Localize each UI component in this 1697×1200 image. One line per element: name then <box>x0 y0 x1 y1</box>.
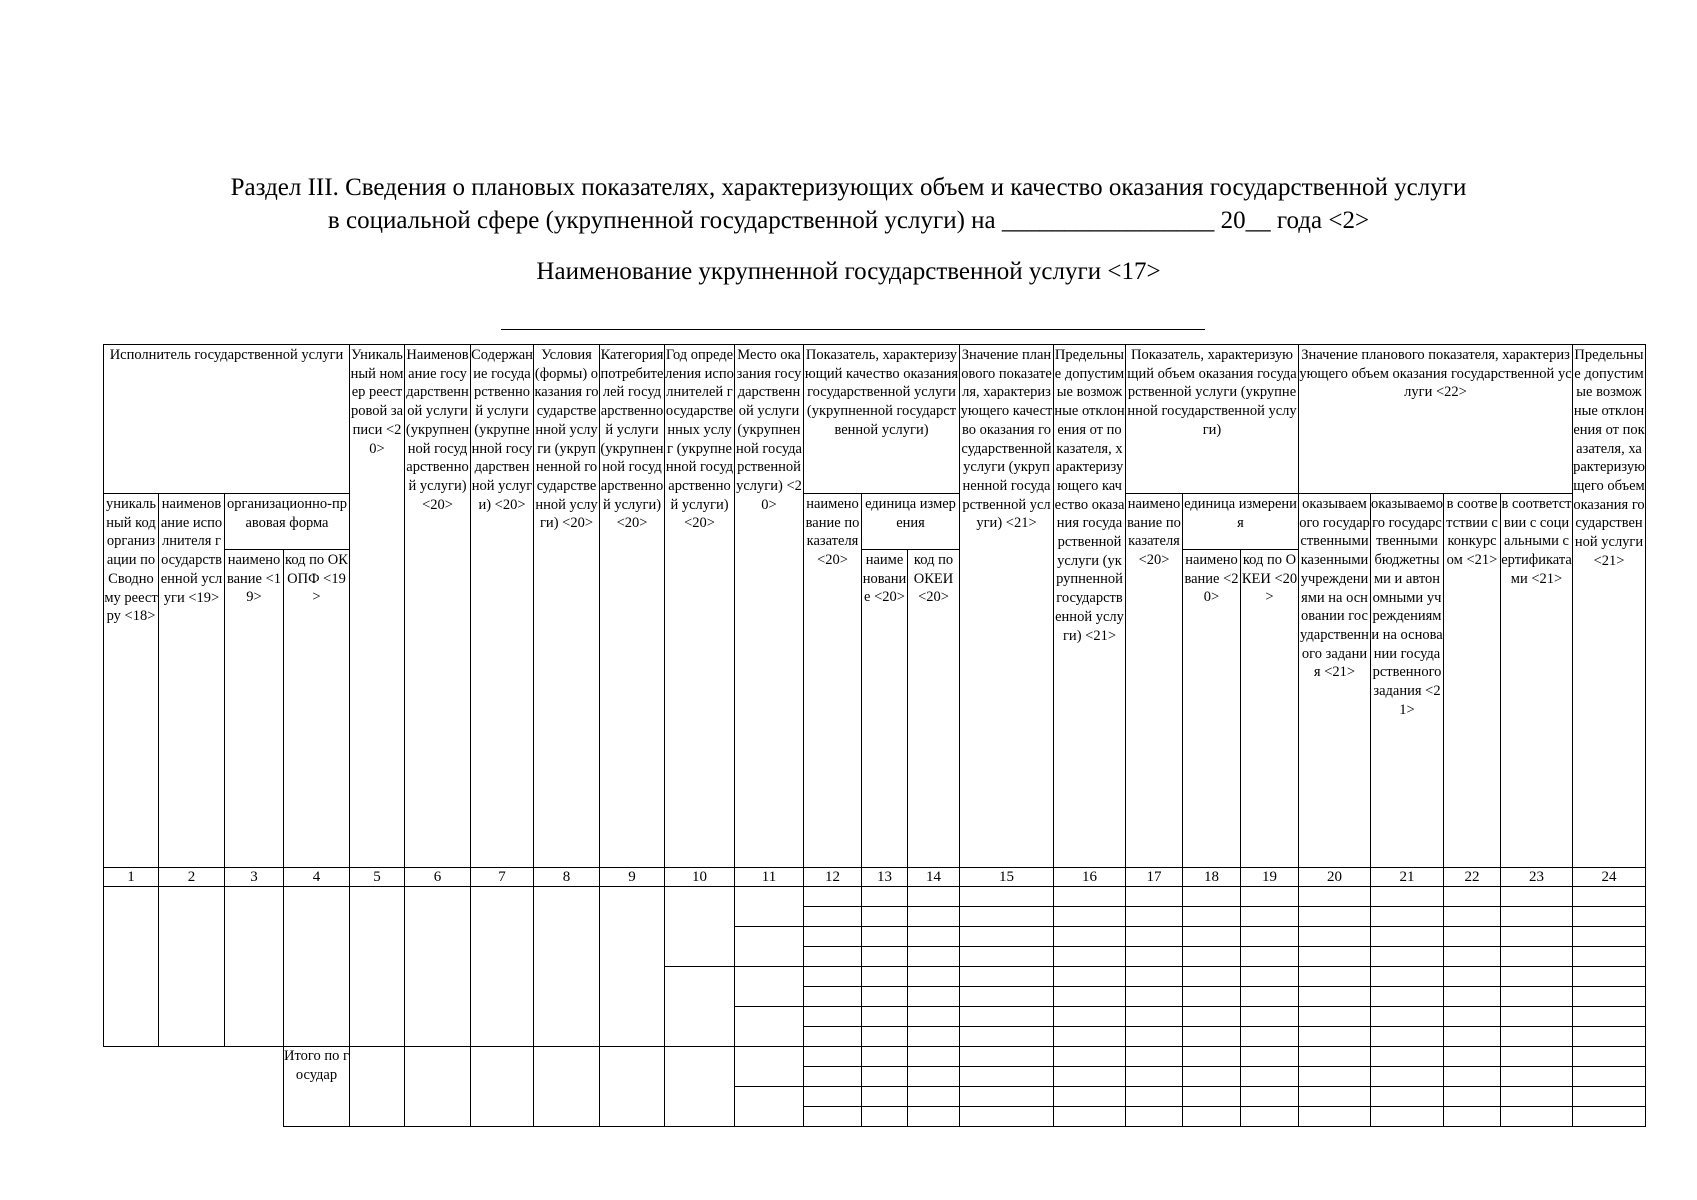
data-cell[interactable] <box>1054 887 1126 907</box>
data-cell[interactable] <box>908 1007 960 1027</box>
total-cell[interactable] <box>1573 1047 1646 1067</box>
data-cell[interactable] <box>1299 987 1371 1007</box>
total-cell[interactable] <box>1183 1047 1241 1067</box>
data-cell[interactable] <box>1054 907 1126 927</box>
data-cell[interactable] <box>1444 967 1501 987</box>
column-number: 13 <box>862 868 908 887</box>
data-cell[interactable] <box>960 967 1054 987</box>
section-title-line-1: Раздел III. Сведения о плановых показателях, характеризующих объем и качество оказания государственной услуги <box>230 174 1467 201</box>
data-cell[interactable] <box>960 947 1054 967</box>
column-number: 7 <box>471 868 534 887</box>
total-cell[interactable] <box>960 1087 1054 1107</box>
data-cell[interactable] <box>1183 907 1241 927</box>
total-cell[interactable] <box>1054 1087 1126 1107</box>
data-cell[interactable] <box>1444 1007 1501 1027</box>
data-cell[interactable] <box>1501 907 1573 927</box>
data-cell[interactable] <box>1501 987 1573 1007</box>
total-cell[interactable] <box>405 1047 471 1127</box>
section-title-line-2: в социальной сфере (укрупненной государственной услуги) на _________________ 20__ года <2> <box>327 207 1370 234</box>
service-name-underline <box>501 329 1205 330</box>
data-cell[interactable] <box>1126 987 1183 1007</box>
total-cell[interactable] <box>1371 1107 1444 1127</box>
data-cell[interactable] <box>1241 987 1299 1007</box>
total-cell[interactable] <box>908 1047 960 1067</box>
header-selection-year: Год определения исполнителей государственных услуг (укрупненной государственной услуги) <20> <box>665 345 735 868</box>
total-cell[interactable] <box>350 1047 405 1127</box>
data-cell[interactable] <box>804 1007 862 1027</box>
data-cell[interactable] <box>1371 1027 1444 1047</box>
data-cell[interactable] <box>908 907 960 927</box>
data-cell[interactable] <box>1573 987 1646 1007</box>
header-by-kazennye: оказываемого государственными казенными учреждениями на основании государственного задания <21> <box>1299 494 1371 868</box>
total-cell[interactable] <box>735 1087 804 1127</box>
total-cell[interactable] <box>1371 1047 1444 1067</box>
header-registry-number: Уникальный номер реестровой записи <20> <box>350 345 405 868</box>
column-number: 14 <box>908 868 960 887</box>
total-cell[interactable] <box>1573 1067 1646 1087</box>
data-cell[interactable] <box>960 1007 1054 1027</box>
total-cell[interactable] <box>862 1067 908 1087</box>
total-cell[interactable] <box>1241 1047 1299 1067</box>
data-cell[interactable] <box>960 1027 1054 1047</box>
data-cell[interactable] <box>1299 887 1371 907</box>
column-number: 1 <box>104 868 159 887</box>
header-by-budget-auto: оказываемого государственными бюджетными и автономными учреждениями на основании государственного задания <21> <box>1371 494 1444 868</box>
data-cell[interactable] <box>1573 947 1646 967</box>
data-cell[interactable] <box>1241 907 1299 927</box>
header-performer-name: наименование исполнителя государственной услуги <19> <box>159 494 225 868</box>
data-cell[interactable] <box>1054 1027 1126 1047</box>
column-number: 8 <box>534 868 600 887</box>
data-cell[interactable] <box>960 927 1054 947</box>
total-cell[interactable] <box>1126 1087 1183 1107</box>
data-cell[interactable] <box>1183 927 1241 947</box>
data-cell[interactable] <box>1444 947 1501 967</box>
total-cell[interactable] <box>1573 1107 1646 1127</box>
data-cell[interactable] <box>1573 887 1646 907</box>
header-volume-indicator: Показатель, характеризующий объем оказания государственной услуги (укрупненной государственной услуги) <box>1126 345 1299 494</box>
total-cell[interactable] <box>960 1067 1054 1087</box>
total-cell[interactable] <box>1299 1107 1371 1127</box>
total-cell[interactable] <box>804 1087 862 1107</box>
total-cell[interactable] <box>1054 1067 1126 1087</box>
data-cell[interactable] <box>735 927 804 967</box>
data-cell[interactable] <box>1444 927 1501 947</box>
data-cell[interactable] <box>1371 1007 1444 1027</box>
data-cell[interactable] <box>1299 967 1371 987</box>
data-cell[interactable] <box>960 987 1054 1007</box>
data-cell[interactable] <box>908 1027 960 1047</box>
data-cell[interactable] <box>862 947 908 967</box>
header-by-certificates: в соответствии с социальными сертификатами <21> <box>1501 494 1573 868</box>
header-by-contest: в соответствии с конкурсом <21> <box>1444 494 1501 868</box>
total-cell[interactable] <box>1241 1067 1299 1087</box>
data-cell[interactable] <box>1241 887 1299 907</box>
column-number: 11 <box>735 868 804 887</box>
total-cell[interactable] <box>1501 1047 1573 1067</box>
data-cell[interactable] <box>862 887 908 907</box>
header-volume-unit: единица измерения <box>1183 494 1299 550</box>
total-cell[interactable] <box>735 1047 804 1087</box>
column-number: 4 <box>284 868 350 887</box>
total-cell[interactable] <box>1444 1067 1501 1087</box>
header-org-form: организационно-правовая форма <box>225 494 350 550</box>
total-cell[interactable] <box>1126 1067 1183 1087</box>
header-volume-okei-code: код по ОКЕИ <20> <box>1241 550 1299 868</box>
data-cell[interactable] <box>350 887 405 1047</box>
data-cell[interactable] <box>735 887 804 927</box>
data-cell[interactable] <box>1299 927 1371 947</box>
data-cell[interactable] <box>1444 887 1501 907</box>
data-cell[interactable] <box>1371 887 1444 907</box>
total-cell[interactable] <box>862 1087 908 1107</box>
data-cell[interactable] <box>1299 1027 1371 1047</box>
data-cell[interactable] <box>735 1007 804 1047</box>
data-cell[interactable] <box>1241 1007 1299 1027</box>
data-cell[interactable] <box>1241 1027 1299 1047</box>
header-quality-unit-name: наименование <20> <box>862 550 908 868</box>
header-volume-name: наименование показателя <20> <box>1126 494 1183 868</box>
total-cell[interactable] <box>862 1047 908 1067</box>
data-cell[interactable] <box>1183 967 1241 987</box>
total-cell[interactable] <box>908 1087 960 1107</box>
total-cell[interactable] <box>1054 1047 1126 1067</box>
total-cell[interactable] <box>908 1107 960 1127</box>
data-cell[interactable] <box>1054 967 1126 987</box>
header-consumer-category: Категория потребителей государственной услуги (укрупненной государственной услуги) <20> <box>600 345 665 868</box>
data-cell[interactable] <box>804 1027 862 1047</box>
total-cell[interactable] <box>1501 1087 1573 1107</box>
total-cell[interactable] <box>960 1047 1054 1067</box>
data-cell[interactable] <box>804 927 862 947</box>
data-cell[interactable] <box>862 967 908 987</box>
data-cell[interactable] <box>1444 1027 1501 1047</box>
column-number: 19 <box>1241 868 1299 887</box>
data-cell[interactable] <box>104 887 159 1047</box>
data-cell[interactable] <box>1573 927 1646 947</box>
column-number: 16 <box>1054 868 1126 887</box>
header-service-name: Наименование государственной услуги (укрупненной государственной услуги) <20> <box>405 345 471 868</box>
column-number: 24 <box>1573 868 1646 887</box>
total-cell[interactable] <box>1444 1087 1501 1107</box>
data-cell[interactable] <box>665 887 735 967</box>
total-cell[interactable] <box>960 1107 1054 1127</box>
data-cell[interactable] <box>1371 927 1444 947</box>
column-number: 6 <box>405 868 471 887</box>
data-cell[interactable] <box>159 887 225 1047</box>
data-cell[interactable] <box>1371 967 1444 987</box>
total-cell[interactable] <box>600 1047 665 1127</box>
data-cell[interactable] <box>1241 927 1299 947</box>
data-cell[interactable] <box>1573 1007 1646 1027</box>
column-number: 22 <box>1444 868 1501 887</box>
data-cell[interactable] <box>804 947 862 967</box>
data-cell[interactable] <box>1299 1007 1371 1027</box>
data-cell[interactable] <box>804 907 862 927</box>
header-quality-value: Значение планового показателя, характеризующего качество оказания государственной услуги (укрупненной государственной услуги) <21> <box>960 345 1054 868</box>
total-cell[interactable] <box>1371 1087 1444 1107</box>
total-cell[interactable] <box>804 1107 862 1127</box>
data-cell[interactable] <box>804 887 862 907</box>
data-cell[interactable] <box>1444 907 1501 927</box>
column-number: 17 <box>1126 868 1183 887</box>
data-cell[interactable] <box>665 967 735 1047</box>
total-cell[interactable] <box>804 1047 862 1067</box>
data-cell[interactable] <box>471 887 534 1047</box>
total-cell[interactable] <box>1126 1107 1183 1127</box>
header-quality-okei-code: код по ОКЕИ <20> <box>908 550 960 868</box>
data-cell[interactable] <box>534 887 600 1047</box>
column-number: 15 <box>960 868 1054 887</box>
data-cell[interactable] <box>1371 907 1444 927</box>
total-cell[interactable] <box>1054 1107 1126 1127</box>
data-cell[interactable] <box>1501 927 1573 947</box>
data-cell[interactable] <box>405 887 471 1047</box>
header-quality-indicator: Показатель, характеризующий качество оказания государственной услуги (укрупненной государственной услуги) <box>804 345 960 494</box>
data-cell[interactable] <box>862 927 908 947</box>
data-cell[interactable] <box>960 907 1054 927</box>
data-cell[interactable] <box>804 987 862 1007</box>
column-number: 20 <box>1299 868 1371 887</box>
total-cell[interactable] <box>471 1047 534 1127</box>
data-cell[interactable] <box>1054 1007 1126 1027</box>
data-cell[interactable] <box>1444 987 1501 1007</box>
column-number: 23 <box>1501 868 1573 887</box>
column-number: 21 <box>1371 868 1444 887</box>
total-cell[interactable] <box>1299 1047 1371 1067</box>
total-cell[interactable] <box>804 1067 862 1087</box>
total-cell[interactable] <box>862 1107 908 1127</box>
column-number: 10 <box>665 868 735 887</box>
header-quality-unit: единица измерения <box>862 494 960 550</box>
header-org-form-name: наименование <19> <box>225 550 284 868</box>
total-label: Итого по государ <box>284 1047 350 1127</box>
data-cell[interactable] <box>804 967 862 987</box>
total-cell[interactable] <box>1299 1067 1371 1087</box>
header-volume-value: Значение планового показателя, характеризующего объем оказания государственной услуги <22> <box>1299 345 1573 494</box>
data-cell[interactable] <box>1126 887 1183 907</box>
service-name-label: Наименование укрупненной государственной услуги <17> <box>536 258 1161 285</box>
data-cell[interactable] <box>1573 967 1646 987</box>
data-cell[interactable] <box>1126 947 1183 967</box>
data-cell[interactable] <box>1241 947 1299 967</box>
data-cell[interactable] <box>1371 947 1444 967</box>
data-cell[interactable] <box>600 887 665 1047</box>
column-number: 12 <box>804 868 862 887</box>
data-cell[interactable] <box>908 887 960 907</box>
data-cell[interactable] <box>735 967 804 1007</box>
total-cell[interactable] <box>1241 1087 1299 1107</box>
header-quality-name: наименование показателя <20> <box>804 494 862 868</box>
header-service-place: Место оказания государственной услуги (укрупненной государственной услуги) <20> <box>735 345 804 868</box>
data-cell[interactable] <box>1183 887 1241 907</box>
data-cell[interactable] <box>1183 1027 1241 1047</box>
total-cell[interactable] <box>534 1047 600 1127</box>
total-cell[interactable] <box>1183 1087 1241 1107</box>
total-cell[interactable] <box>1183 1107 1241 1127</box>
data-cell[interactable] <box>1183 947 1241 967</box>
column-number: 2 <box>159 868 225 887</box>
data-cell[interactable] <box>862 987 908 1007</box>
data-cell[interactable] <box>284 887 350 1047</box>
data-cell[interactable] <box>1126 927 1183 947</box>
data-cell[interactable] <box>908 967 960 987</box>
header-org-form-code: код по ОКОПФ <19> <box>284 550 350 868</box>
data-cell[interactable] <box>862 1007 908 1027</box>
column-number: 18 <box>1183 868 1241 887</box>
data-cell[interactable] <box>862 907 908 927</box>
data-cell[interactable] <box>908 927 960 947</box>
column-number: 3 <box>225 868 284 887</box>
total-cell[interactable] <box>1573 1087 1646 1107</box>
data-cell[interactable] <box>908 987 960 1007</box>
data-cell[interactable] <box>1054 927 1126 947</box>
total-cell[interactable] <box>1501 1067 1573 1087</box>
header-unique-code: уникальный код организации по Сводному реестру <18> <box>104 494 159 868</box>
data-cell[interactable] <box>1501 1027 1573 1047</box>
total-cell[interactable] <box>1371 1067 1444 1087</box>
data-cell[interactable] <box>1241 967 1299 987</box>
header-service-content: Содержание государственной услуги (укрупненной государственной услуги) <20> <box>471 345 534 868</box>
total-cell[interactable] <box>1444 1047 1501 1067</box>
total-cell[interactable] <box>1501 1107 1573 1127</box>
total-cell[interactable] <box>1241 1107 1299 1127</box>
data-cell[interactable] <box>1299 907 1371 927</box>
data-cell[interactable] <box>1573 1027 1646 1047</box>
total-cell[interactable] <box>1183 1067 1241 1087</box>
data-cell[interactable] <box>1126 967 1183 987</box>
column-number: 9 <box>600 868 665 887</box>
total-cell[interactable] <box>1444 1107 1501 1127</box>
header-volume-deviation: Предельные допустимые возможные отклонения от показателя, характеризующего объем оказания государственной услуги <21> <box>1573 345 1646 868</box>
planned-indicators-table <box>103 344 1646 1127</box>
column-number: 5 <box>350 868 405 887</box>
data-cell[interactable] <box>1054 987 1126 1007</box>
data-cell[interactable] <box>1126 907 1183 927</box>
data-cell[interactable] <box>225 887 284 1047</box>
data-cell[interactable] <box>1299 947 1371 967</box>
total-cell[interactable] <box>1126 1047 1183 1067</box>
data-cell[interactable] <box>1126 1027 1183 1047</box>
data-cell[interactable] <box>1573 907 1646 927</box>
data-cell[interactable] <box>1501 1007 1573 1027</box>
header-service-conditions: Условия (формы) оказания государственной услуги (укрупненной государственной услуги) <20> <box>534 345 600 868</box>
header-volume-unit-name: наименование <20> <box>1183 550 1241 868</box>
blank-area <box>104 1047 284 1127</box>
data-cell[interactable] <box>1183 1007 1241 1027</box>
header-performer: Исполнитель государственной услуги <box>104 345 350 494</box>
total-cell[interactable] <box>665 1047 735 1127</box>
data-cell[interactable] <box>1126 1007 1183 1027</box>
total-cell[interactable] <box>908 1067 960 1087</box>
header-quality-deviation: Предельные допустимые возможные отклонения от показателя, характеризующего качество оказания государственной услуги (укрупненной государственной услуги) <21> <box>1054 345 1126 868</box>
data-cell[interactable] <box>960 887 1054 907</box>
data-cell[interactable] <box>1054 947 1126 967</box>
data-cell[interactable] <box>1501 887 1573 907</box>
data-cell[interactable] <box>1501 947 1573 967</box>
data-cell[interactable] <box>1501 967 1573 987</box>
data-cell[interactable] <box>1183 987 1241 1007</box>
data-cell[interactable] <box>1371 987 1444 1007</box>
data-cell[interactable] <box>862 1027 908 1047</box>
total-cell[interactable] <box>1299 1087 1371 1107</box>
data-cell[interactable] <box>908 947 960 967</box>
